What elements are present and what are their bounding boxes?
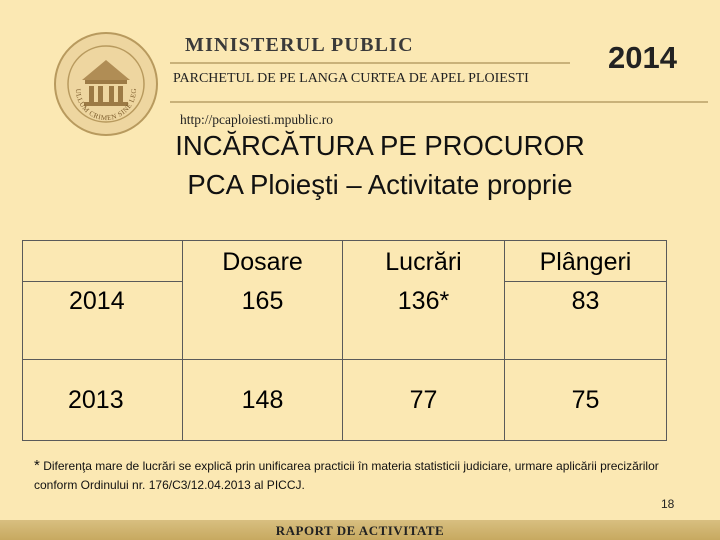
workload-table (22, 240, 667, 441)
table-cell (183, 241, 343, 360)
table-cell (343, 241, 505, 360)
column-header: Plângeri (539, 248, 632, 276)
institution-name: PARCHETUL DE PE LANGA CURTEA DE APEL PLOIESTI (173, 71, 529, 86)
cell-value: 136* (397, 287, 450, 315)
table-row (23, 241, 667, 360)
report-year: 2014 (608, 40, 677, 75)
row-year: 2013 (23, 360, 183, 441)
cell-value: 77 (343, 360, 505, 441)
row-year-cell (23, 241, 183, 360)
table-cell (505, 241, 667, 360)
footnote (34, 456, 674, 495)
ministry-name: MINISTERUL PUBLIC (185, 34, 414, 56)
slide-title: INCĂRCĂTURA PE PROCUROR (175, 130, 585, 161)
slide-subtitle: PCA Ploieşti – Activitate proprie (187, 169, 573, 200)
footnote-text: Diferenţa mare de lucrări se explică prin unificarea practicii în materia statisticii judiciare, urmare aplicării precizărilor conform Ordinului nr. 176/C3/12.04.2013 al PICCJ. (34, 459, 659, 492)
header-rule (170, 62, 570, 64)
cell-value: 83 (571, 287, 600, 315)
footer-label: RAPORT DE ACTIVITATE (275, 523, 445, 538)
page-number: 18 (661, 497, 675, 511)
ministry-logo (52, 30, 160, 138)
footer-bar (0, 520, 720, 540)
cell-value: 165 (241, 287, 284, 315)
table-row (23, 360, 667, 441)
slide-header (0, 0, 720, 140)
header-rule (170, 101, 708, 103)
row-year: 2014 (69, 287, 125, 315)
cell-value: 75 (505, 360, 667, 441)
column-header: Dosare (222, 248, 303, 276)
cell-value: 148 (183, 360, 343, 441)
logo-motto: ULLUM CRIMEN SINE LEG (73, 87, 139, 123)
column-header: Lucrări (385, 248, 462, 276)
footnote-marker: * (34, 457, 40, 474)
website-url[interactable]: http://pcaploiesti.mpublic.ro (180, 112, 333, 127)
